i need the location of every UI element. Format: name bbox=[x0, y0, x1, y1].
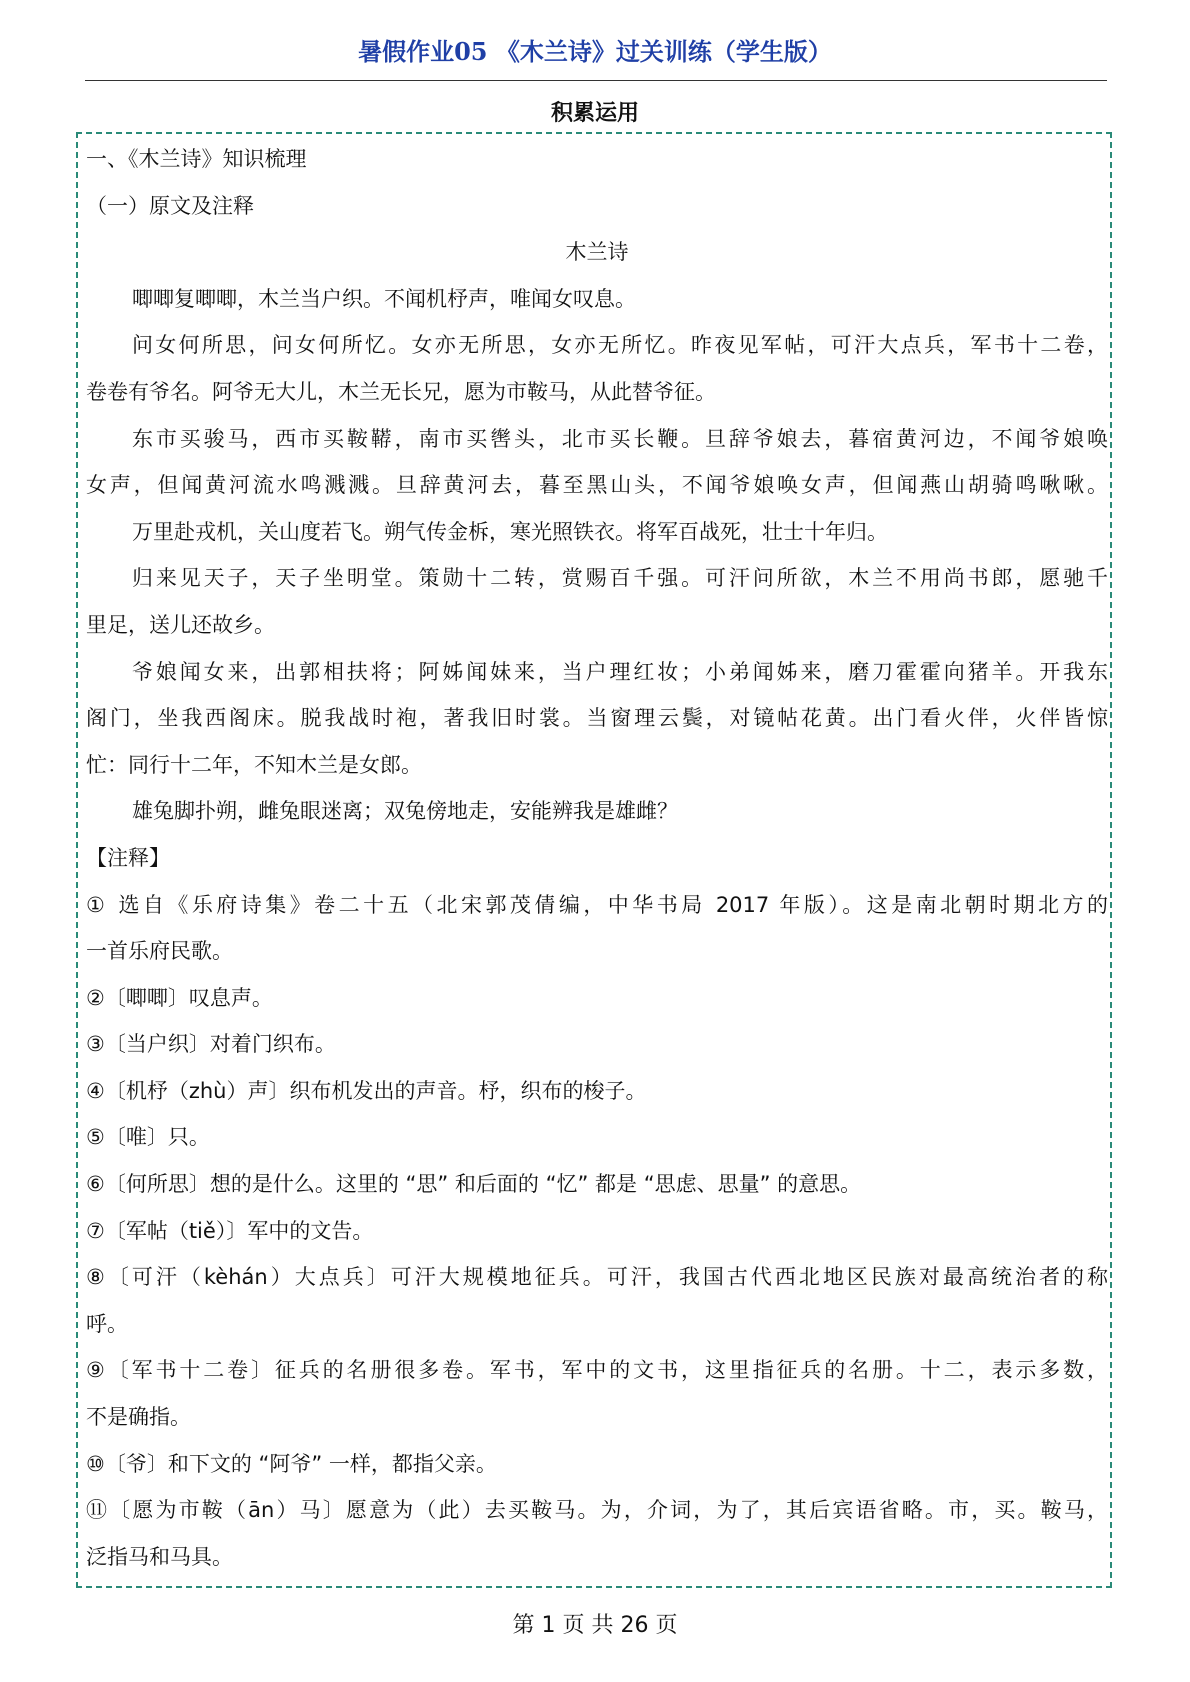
poem-line: 卷卷有爷名。阿爷无大儿，木兰无长兄，愿为市鞍马，从此替爷征。 bbox=[86, 379, 716, 404]
note-line: ⑦〔军帖（tiě）〕军中的文告。 bbox=[86, 1218, 374, 1243]
note-line: 一首乐府民歌。 bbox=[86, 939, 233, 964]
poem-line: 雄兔脚扑朔，雌兔眼迷离；双兔傍地走，安能辨我是雄雌？ bbox=[132, 799, 678, 824]
header-divider bbox=[85, 80, 1107, 81]
poem-line: 唧唧复唧唧，木兰当户织。不闻机杼声，唯闻女叹息。 bbox=[132, 286, 636, 311]
page-number: 第 1 页 共 26 页 bbox=[512, 1613, 678, 1638]
poem-title: 木兰诗 bbox=[565, 240, 629, 265]
note-line: ⑥〔何所思〕想的是什么。这里的 “思” 和后面的 “忆” 都是 “思虑、思量” 的意思。 bbox=[86, 1172, 862, 1197]
poem-line: 爷娘闻女来，出郭相扶将；阿姊闻妹来，当户理红妆；小弟闻姊来，磨刀霍霍向猪羊。开我东 bbox=[132, 659, 1108, 684]
poem-line: 问女何所思，问女何所忆。女亦无所思，女亦无所忆。昨夜见军帖，可汗大点兵，军书十二卷， bbox=[132, 333, 1108, 358]
notes-heading: 【注释】 bbox=[86, 845, 170, 870]
note-line: ⑧〔可汗（kèhán）大点兵〕可汗大规模地征兵。可汗，我国古代西北地区民族对最高统治者的称 bbox=[86, 1265, 1108, 1290]
poem-line: 阁门，坐我西阁床。脱我战时袍，著我旧时裳。当窗理云鬓，对镜帖花黄。出门看火伴，火伴皆惊 bbox=[86, 706, 1108, 731]
note-line: ⑨〔军书十二卷〕征兵的名册很多卷。军书，军中的文书，这里指征兵的名册。十二，表示多数， bbox=[86, 1358, 1108, 1383]
note-line: ④〔机杼（zhù）声〕织布机发出的声音。杼，织布的梭子。 bbox=[86, 1078, 647, 1103]
note-line: ③〔当户织〕对着门织布。 bbox=[86, 1032, 336, 1057]
poem-line: 万里赴戎机，关山度若飞。朔气传金柝，寒光照铁衣。将军百战死，壮士十年归。 bbox=[132, 519, 888, 544]
document-header-title: 暑假作业05 《木兰诗》过关训练（学生版） bbox=[358, 37, 832, 66]
poem-line: 东市买骏马，西市买鞍鞯，南市买辔头，北市买长鞭。旦辞爷娘去，暮宿黄河边，不闻爷娘唤 bbox=[132, 426, 1108, 451]
outline-heading-1: 一、《木兰诗》知识梳理 bbox=[86, 147, 307, 171]
poem-line: 归来见天子，天子坐明堂。策勋十二转，赏赐百千强。可汗问所欲，木兰不用尚书郎，愿驰千 bbox=[132, 566, 1108, 591]
poem-line: 里足，送儿还故乡。 bbox=[86, 612, 275, 637]
outline-heading-2: （一）原文及注释 bbox=[86, 193, 254, 218]
content-body bbox=[86, 136, 1108, 1580]
poem-line: 女声，但闻黄河流水鸣溅溅。旦辞黄河去，暮至黑山头，不闻爷娘唤女声，但闻燕山胡骑鸣啾啾。 bbox=[86, 473, 1108, 498]
note-line: ②〔唧唧〕叹息声。 bbox=[86, 985, 273, 1010]
note-line: ⑪〔愿为市鞍（ān）马〕愿意为（此）去买鞍马。为，介词，为了，其后宾语省略。市，买。鞍马， bbox=[86, 1498, 1108, 1523]
note-line: ⑤〔唯〕只。 bbox=[86, 1125, 210, 1150]
section-title: 积累运用 bbox=[550, 101, 639, 126]
note-line: ① 选自《乐府诗集》卷二十五（北宋郭茂倩编，中华书局 2017 年版）。这是南北朝时期北方的 bbox=[86, 892, 1108, 917]
note-line: 呼。 bbox=[86, 1311, 128, 1336]
note-line: ⑩〔爷〕和下文的 “阿爷” 一样，都指父亲。 bbox=[86, 1451, 497, 1476]
note-line: 泛指马和马具。 bbox=[86, 1544, 233, 1569]
poem-line: 忙：同行十二年，不知木兰是女郎。 bbox=[86, 752, 422, 777]
note-line: 不是确指。 bbox=[86, 1405, 191, 1430]
